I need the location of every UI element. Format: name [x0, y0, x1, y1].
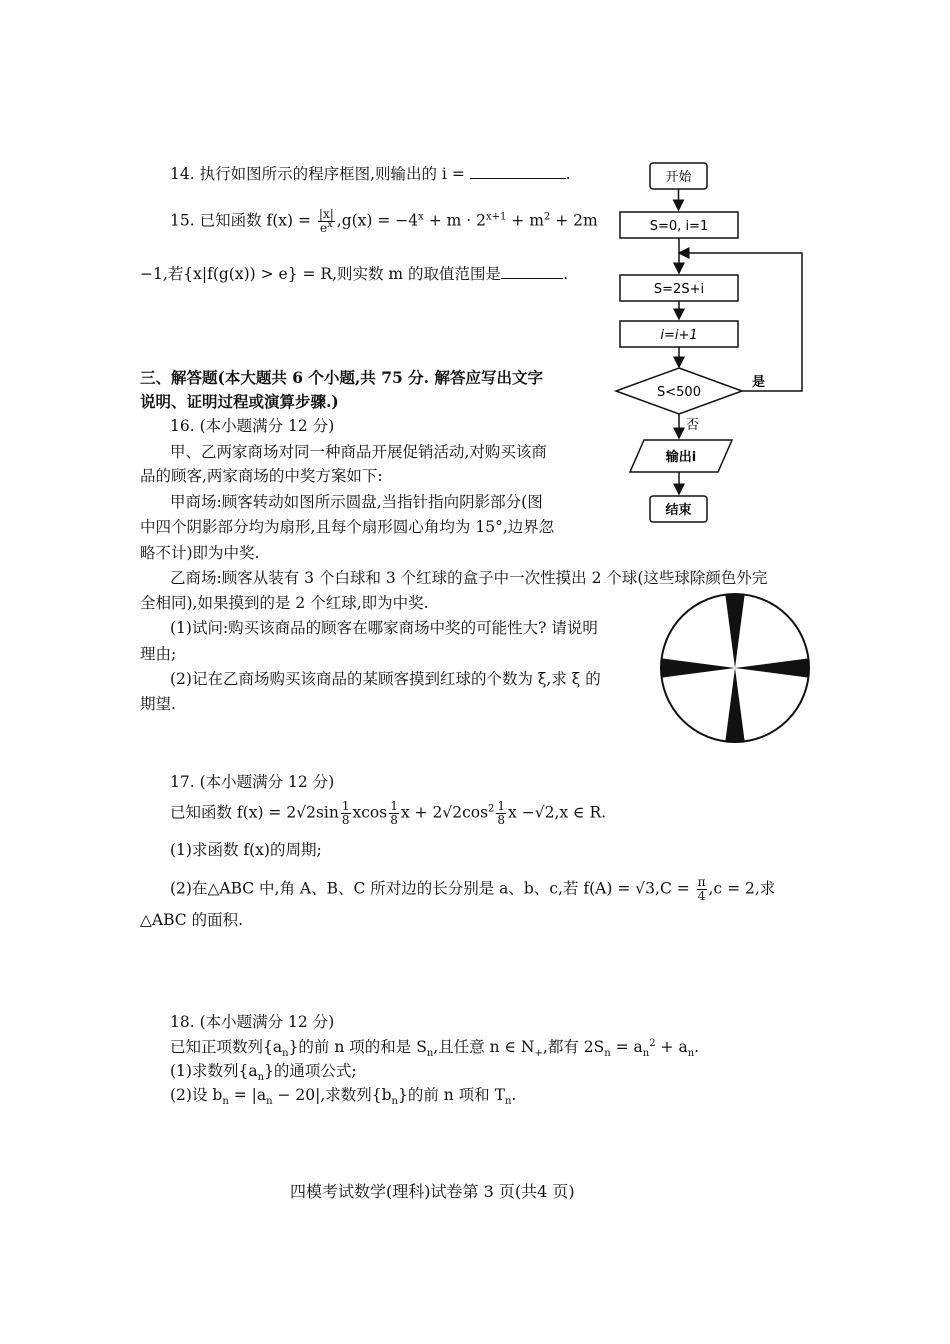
q14-answer-blank: [470, 163, 566, 179]
q17-heading: 17. (本小题满分 12 分): [170, 773, 335, 791]
q17-part2: (2)在△ABC 中,角 A、B、C 所对边的长分别是 a、b、c,若 f(A) = √3,C = $\frac{\pi}{4}$ ,c = 2,求: [170, 875, 776, 903]
q17-part3: △ABC 的面积.: [140, 911, 244, 929]
q16-heading: 16. (本小题满分 12 分): [170, 417, 335, 435]
q16-p1: 甲、乙两家商场对同一种商品开展促销活动,对购买该商: [170, 443, 547, 461]
q16-p7: 全相同),如果摸到的是 2 个红球,即为中奖.: [140, 594, 429, 612]
q16-p11: 期望.: [140, 695, 176, 713]
q18-statement: 已知正项数列$\{a_n\}$的前 n 项的和是 $S_n$,且任意 n ∈ $N_+$,都有 $2S_n = a_n^2 + a_n$.: [170, 1037, 700, 1060]
q16-p2: 品的顾客,两家商场的中奖方案如下:: [140, 467, 383, 485]
flow-output-label: 输出i: [665, 450, 697, 465]
q15-line1: 15. 已知函数 f(x) = $\frac{|x|}{e^x}$ $,g(x) = -4^x + m \cdot 2^{x+1} + m^2 + 2m$: [170, 207, 598, 235]
q15-fraction: $\frac{|x|}{e^x}$: [318, 207, 334, 235]
flow-end-label: 结束: [665, 503, 692, 518]
flow-init-label: S=0, i=1: [649, 219, 709, 234]
flow-update-i-label: i=i+1: [660, 328, 698, 343]
program-flowchart: [600, 155, 830, 535]
q16-p4: 中四个阴影部分均为扇形,且每个扇形圆心角均为 15°,边界忽: [140, 518, 555, 536]
q18-part1: (1)求数列$\{a_n\}$的通项公式;: [170, 1062, 357, 1084]
q17-frac-3: $\frac{1}{8}$: [497, 799, 506, 827]
q15-answer-blank: [501, 263, 563, 279]
q17-part1: (1)求函数 f(x)的周期;: [170, 841, 322, 859]
q16-p6: 乙商场:顾客从装有 3 个白球和 3 个红球的盒子中一次性摸出 2 个球(这些球除颜色外完: [170, 569, 768, 587]
prize-wheel-figure: [655, 588, 815, 748]
q17-function: 已知函数 f(x) = 2√2sin $\frac{1}{8}$ xcos $\frac{1}{8}$ $x + 2√2\cos^2$ $\frac{1}{8}$ x −√2,x ∈ R.: [170, 799, 607, 827]
q16-p10: (2)记在乙商场购买该商品的某顾客摸到红球的个数为 ξ,求 ξ 的: [170, 670, 601, 688]
q14-label: 14. 执行如图所示的程序框图,则输出的 i =: [170, 165, 470, 183]
section3-line1: 三、解答题(本大题共 6 个小题,共 75 分. 解答应写出文字: [140, 368, 543, 387]
q17-frac-1: $\frac{1}{8}$: [341, 799, 350, 827]
flow-condition-label: S<500: [657, 385, 701, 400]
q16-p8: (1)试问:购买该商品的顾客在哪家商场中奖的可能性大? 请说明: [170, 619, 598, 637]
q16-p3: 甲商场:顾客转动如图所示圆盘,当指针指向阴影部分(图: [170, 493, 543, 511]
q16-p5: 略不计)即为中奖.: [140, 544, 260, 562]
page-footer: 四模考试数学(理科)试卷第 3 页(共4 页): [290, 1182, 575, 1201]
flow-no-label: 否: [686, 418, 700, 433]
flow-update-s-label: S=2S+i: [653, 282, 705, 297]
flow-start-label: 开始: [665, 170, 692, 185]
q14-text: [170, 163, 571, 184]
q15-line2: −1,若{x|f(g(x)) > e} = R,则实数 m 的取值范围是 .: [140, 265, 568, 283]
q17-frac-2: $\frac{1}{8}$: [390, 799, 398, 827]
flow-yes-label: 是: [752, 375, 766, 390]
q16-p9: 理由;: [140, 645, 177, 663]
q18-part2: (2)设 $b_n = |a_n - 20|$,求数列$\{b_n\}$的前 n 项和 $T_n$.: [170, 1086, 517, 1108]
q17-frac-pi: $\frac{\pi}{4}$: [697, 875, 706, 903]
section3-line2: 说明、证明过程或演算步骤.): [140, 392, 339, 411]
q18-heading: 18. (本小题满分 12 分): [170, 1013, 335, 1031]
q14-end: .: [565, 165, 571, 183]
